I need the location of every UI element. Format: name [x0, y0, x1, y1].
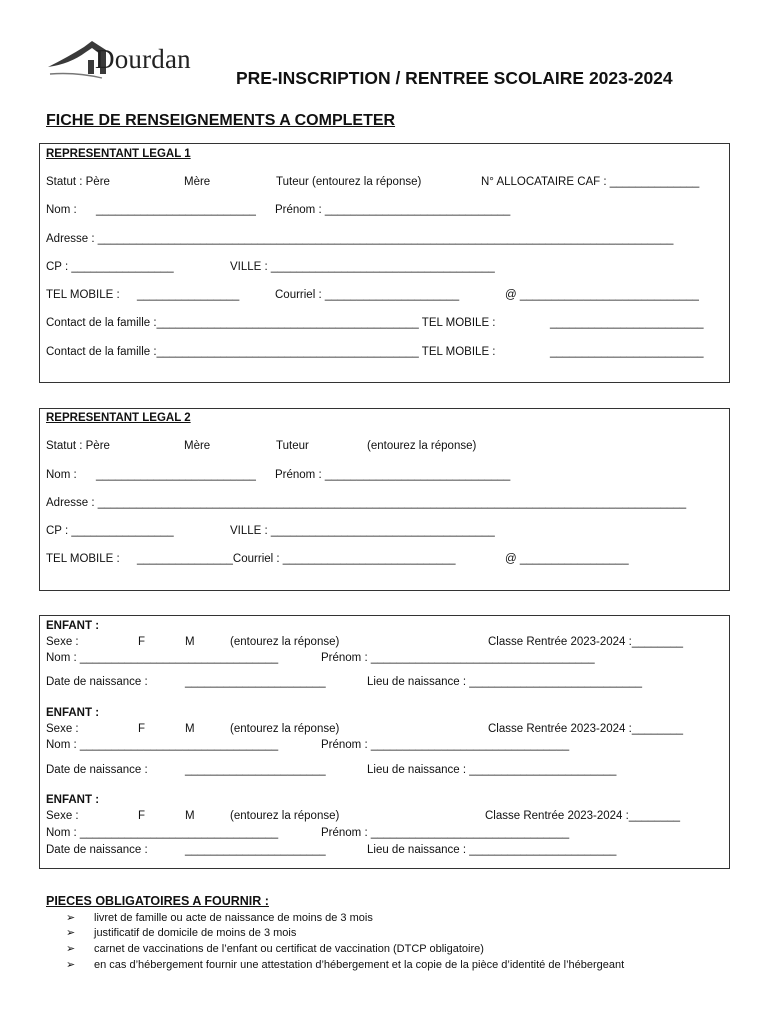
enfant2-ddn-field[interactable]: ______________________ — [185, 764, 326, 776]
enfant2-prenom-field[interactable]: Prénom : _______________________________ — [321, 739, 570, 751]
enfant1-nom-field[interactable]: Nom : _______________________________ — [46, 652, 279, 664]
pieces-title: PIECES OBLIGATOIRES A FOURNIR : — [46, 894, 269, 908]
enfant3-heading: ENFANT : — [46, 794, 100, 806]
enfant2-heading: ENFANT : — [46, 707, 100, 719]
rep1-statut-tuteur[interactable]: Tuteur (entourez la réponse) — [276, 176, 422, 188]
rep2-adresse-field[interactable]: Adresse : ____________________________________________________________________________________________ — [46, 497, 687, 509]
rep2-nom-field[interactable]: _________________________ — [96, 469, 256, 481]
rep1-ville-field[interactable]: VILLE : ___________________________________ — [230, 261, 495, 273]
enfant2-nom-field[interactable]: Nom : _______________________________ — [46, 739, 279, 751]
enfant1-classe-field[interactable]: Classe Rentrée 2023-2024 :________ — [488, 636, 684, 648]
list-item: ➢ en cas d’hébergement fournir une attestation d’hébergement et la copie de la pièce d’identité de l’hébergeant — [66, 959, 625, 971]
rep2-heading: REPRESENTANT LEGAL 2 — [46, 412, 191, 424]
enfant2-ddn-label: Date de naissance : — [46, 764, 148, 776]
rep2-ville-field[interactable]: VILLE : ___________________________________ — [230, 525, 495, 537]
enfant2-lieu-field[interactable]: Lieu de naissance : _______________________ — [367, 764, 617, 776]
rep2-statut-mere[interactable]: Mère — [184, 440, 211, 452]
enfant2-sexe-m[interactable]: M — [185, 723, 195, 735]
enfant2-sexe-f[interactable]: F — [138, 723, 146, 735]
enfant3-entourez-hint: (entourez la réponse) — [230, 810, 340, 822]
rep2-cp-field[interactable]: CP : ________________ — [46, 525, 174, 537]
arrow-bullet-icon: ➢ — [66, 912, 76, 924]
enfant2-sexe-label: Sexe : — [46, 723, 79, 735]
rep1-prenom-field[interactable]: Prénom : _____________________________ — [275, 204, 511, 216]
enfant3-sexe-f[interactable]: F — [138, 810, 146, 822]
rep2-statut-tuteur[interactable]: Tuteur — [276, 440, 309, 452]
enfant3-sexe-label: Sexe : — [46, 810, 79, 822]
enfant3-nom-field[interactable]: Nom : _______________________________ — [46, 827, 279, 839]
enfant1-entourez-hint: (entourez la réponse) — [230, 636, 340, 648]
rep2-statut-pere[interactable]: Statut : Père — [46, 440, 110, 452]
form-subtitle: FICHE DE RENSEIGNEMENTS A COMPLETER — [46, 112, 396, 129]
enfant1-prenom-field[interactable]: Prénom : ___________________________________ — [321, 652, 595, 664]
enfant1-ddn-label: Date de naissance : — [46, 676, 148, 688]
arrow-bullet-icon: ➢ — [66, 959, 76, 971]
rep1-statut-pere[interactable]: Statut : Père — [46, 176, 110, 188]
rep2-email-domain-field[interactable]: @ _________________ — [505, 553, 629, 565]
enfant3-classe-field[interactable]: Classe Rentrée 2023-2024 :________ — [485, 810, 681, 822]
rep1-adresse-field[interactable]: Adresse : __________________________________________________________________________________________ — [46, 233, 674, 245]
enfant1-sexe-label: Sexe : — [46, 636, 79, 648]
rep2-entourez-hint: (entourez la réponse) — [367, 440, 477, 452]
enfant1-ddn-field[interactable]: ______________________ — [185, 676, 326, 688]
rep1-courriel-field[interactable]: Courriel : _____________________ — [275, 289, 460, 301]
enfant3-prenom-field[interactable]: Prénom : _______________________________ — [321, 827, 570, 839]
enfant1-sexe-f[interactable]: F — [138, 636, 146, 648]
rep1-cp-field[interactable]: CP : ________________ — [46, 261, 174, 273]
page-title: PRE-INSCRIPTION / RENTREE SCOLAIRE 2023-2024 — [236, 68, 673, 88]
enfant2-classe-field[interactable]: Classe Rentrée 2023-2024 :________ — [488, 723, 684, 735]
enfant3-ddn-field[interactable]: ______________________ — [185, 844, 326, 856]
enfant1-heading: ENFANT : — [46, 620, 100, 632]
arrow-bullet-icon: ➢ — [66, 943, 76, 955]
enfant1-lieu-field[interactable]: Lieu de naissance : ___________________________ — [367, 676, 642, 688]
list-item: ➢ justificatif de domicile de moins de 3 mois — [66, 927, 297, 939]
rep1-nom-field[interactable]: _________________________ — [96, 204, 256, 216]
rep1-contact1-field[interactable]: Contact de la famille :_________________________________________ TEL MOBILE : — [46, 317, 496, 329]
rep2-tel-courriel-field[interactable]: _______________Courriel : ___________________________ — [137, 553, 456, 565]
enfant3-lieu-field[interactable]: Lieu de naissance : _______________________ — [367, 844, 617, 856]
rep1-tel-label: TEL MOBILE : — [46, 289, 120, 301]
rep2-prenom-field[interactable]: Prénom : _____________________________ — [275, 469, 511, 481]
rep1-contact2-field[interactable]: Contact de la famille :_________________________________________ TEL MOBILE : — [46, 346, 496, 358]
logo-text: Dourdan — [95, 44, 191, 74]
rep1-heading: REPRESENTANT LEGAL 1 — [46, 148, 191, 160]
rep1-statut-mere[interactable]: Mère — [184, 176, 211, 188]
enfant3-ddn-label: Date de naissance : — [46, 844, 148, 856]
list-item: ➢ carnet de vaccinations de l’enfant ou certificat de vaccination (DTCP obligatoire) — [66, 943, 484, 955]
arrow-bullet-icon: ➢ — [66, 927, 76, 939]
rep1-email-domain-field[interactable]: @ ____________________________ — [505, 289, 699, 301]
rep1-nom-label: Nom : — [46, 204, 77, 216]
rep1-caf-field[interactable]: N° ALLOCATAIRE CAF : ______________ — [481, 176, 700, 188]
enfant3-sexe-m[interactable]: M — [185, 810, 195, 822]
enfant1-sexe-m[interactable]: M — [185, 636, 195, 648]
enfant2-entourez-hint: (entourez la réponse) — [230, 723, 340, 735]
rep2-tel-label: TEL MOBILE : — [46, 553, 120, 565]
rep1-contact1-tel-field[interactable]: ________________________ — [550, 317, 704, 329]
rep1-tel-field[interactable]: ________________ — [137, 289, 240, 301]
rep2-nom-label: Nom : — [46, 469, 77, 481]
rep1-contact2-tel-field[interactable]: ________________________ — [550, 346, 704, 358]
list-item: ➢ livret de famille ou acte de naissance de moins de 3 mois — [66, 912, 373, 924]
